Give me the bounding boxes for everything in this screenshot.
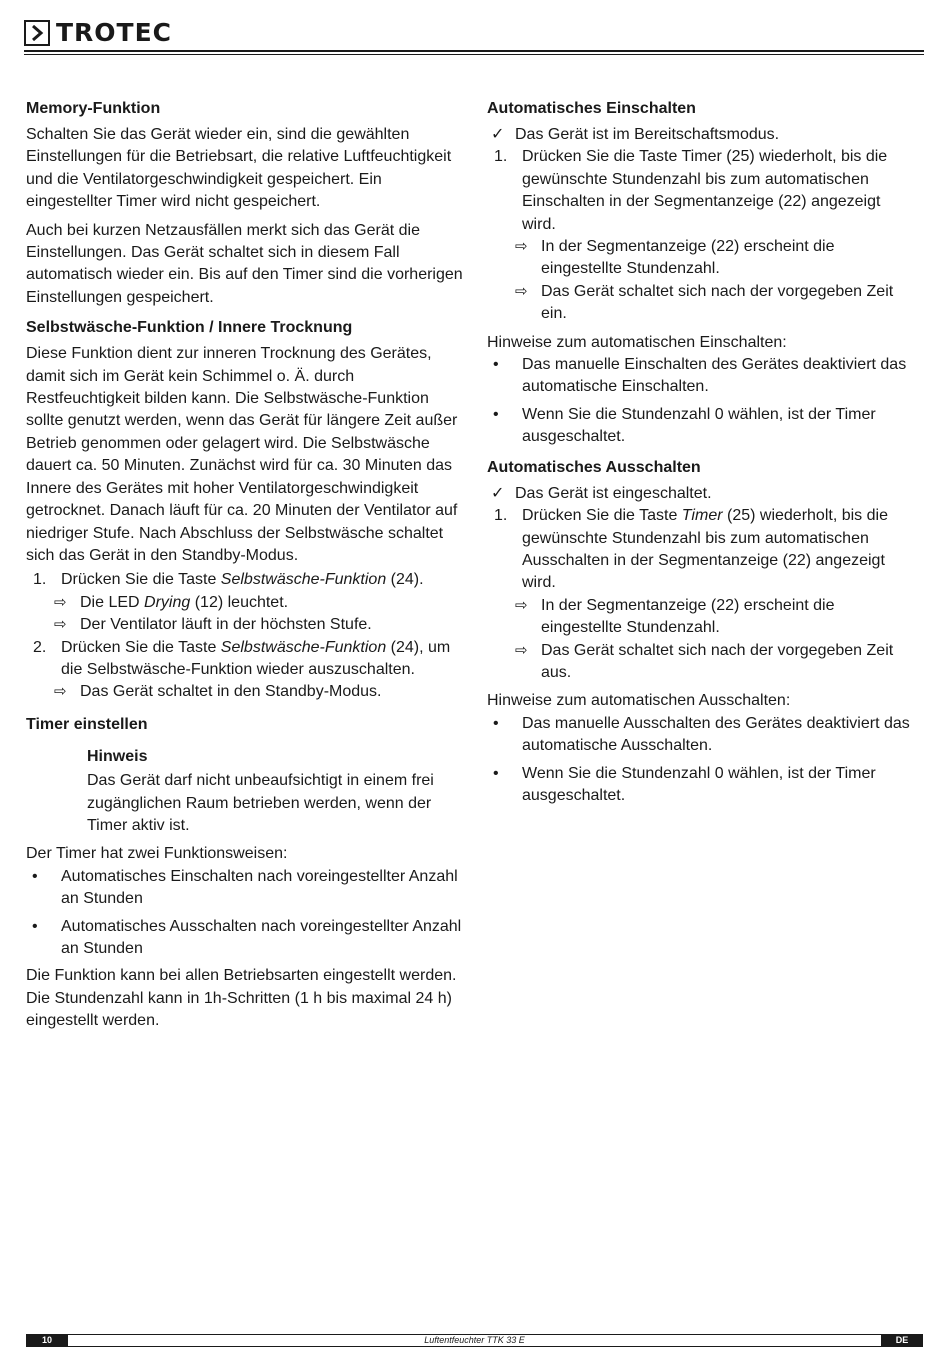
step-number: 1. (494, 148, 508, 166)
step-text-end: (24). (386, 571, 424, 589)
bullet-icon: • (32, 917, 38, 935)
note-title: Hinweis (87, 747, 148, 765)
result-text: Das Gerät schaltet sich nach der vorgegeben Zeit ein. (541, 282, 894, 323)
self-wash-step-2 (26, 637, 466, 682)
chevron-right-icon (24, 20, 50, 46)
step-text-end: (24), um die Selbstwäsche-Funktion wieder auszuschalten. (61, 638, 451, 678)
bullet-icon: • (493, 356, 499, 374)
brand-name: TROTEC (56, 18, 173, 47)
step-number: 1. (494, 507, 508, 525)
list-item-text: Automatisches Einschalten nach voreingestellter Anzahl an Stunden (61, 867, 458, 908)
result-text: In der Segmentanzeige (22) erscheint die eingestellte Stundenzahl. (541, 238, 835, 278)
auto-off-result-2 (515, 640, 917, 685)
right-column (487, 98, 917, 812)
step-text: Drücken Sie die Taste (522, 507, 682, 525)
arrow-right-icon: ⇨ (515, 596, 528, 614)
list-item (487, 713, 917, 758)
step-number: 2. (33, 638, 47, 656)
list-item (26, 916, 466, 961)
step-key-name: Selbstwäsche-Funktion (220, 638, 387, 656)
arrow-right-icon: ⇨ (54, 616, 67, 634)
list-item (487, 354, 917, 399)
auto-off-result-1 (515, 595, 917, 640)
arrow-right-icon: ⇨ (515, 641, 528, 659)
auto-on-result-1 (515, 236, 917, 281)
auto-on-step-1 (487, 146, 917, 236)
page-number: 10 (26, 1335, 68, 1346)
self-wash-heading: Selbstwäsche-Funktion / Innere Trocknung (26, 319, 353, 337)
list-item (487, 763, 917, 808)
auto-on-hints-intro: Hinweise zum automatischen Einschalten: (487, 333, 787, 351)
list-item (487, 404, 917, 449)
header-rule-thin (24, 54, 924, 55)
led-name: Drying (144, 593, 191, 611)
page-footer (26, 1334, 923, 1347)
auto-off-hints-intro: Hinweise zum automatischen Ausschalten: (487, 692, 791, 710)
step-number: 1. (33, 571, 47, 589)
auto-off-step-1 (487, 505, 917, 595)
bullet-icon: • (493, 405, 499, 423)
self-wash-step-1 (26, 569, 466, 591)
memory-paragraph-2: Auch bei kurzen Netzausfällen merkt sich das Gerät die Einstellungen. Das Gerät schaltet sich in diesem Fall automatisch wieder ein. Bis auf den Timer sind die vorherigen Einstellungen gespeichert. (26, 221, 463, 306)
step-key-name: Timer (681, 507, 723, 525)
result-text: In der Segmentanzeige (22) erscheint die eingestellte Stundenzahl. (541, 596, 835, 637)
result-text: Der Ventilator läuft in der höchsten Stufe. (80, 616, 372, 634)
list-item-text: Automatisches Ausschalten nach voreingestellter Anzahl an Stunden (61, 917, 462, 957)
step-text: Drücken Sie die Taste (61, 571, 221, 589)
list-item-text: Wenn Sie die Stundenzahl 0 wählen, ist der Timer ausgeschaltet. (522, 764, 876, 804)
note-text: Das Gerät darf nicht unbeaufsichtigt in einem frei zugänglichen Raum betrieben werden, wenn der Timer aktiv ist. (87, 772, 434, 834)
self-wash-paragraph: Diese Funktion dient zur inneren Trocknung des Gerätes, damit sich im Gerät kein Schimmel o. Ä. durch Restfeuchtigkeit bilden kann. Die Selbstwäsche-Funktion sollte genutzt werden, wenn das Gerät für längere Zeit außer Betrieb genommen oder gelagert wird. Die Selbstwäsche dauert ca. 50 Minuten. Zunächst wird für ca. 30 Minuten das Innere des Gerätes mit hoher Ventilatorgeschwindigkeit getrocknet. Danach läuft für ca. 20 Minuten der Ventilator auf niedriger Stufe. Nach Abschluss der Selbstwäsche schaltet sich das Gerät in den Standby-Modus. (26, 345, 458, 564)
timer-heading: Timer einstellen (26, 715, 148, 733)
checkmark-icon: ✓ (491, 126, 505, 143)
result-text-end: (12) leuchtet. (190, 593, 289, 611)
brand-logo (24, 20, 172, 46)
header-rule (24, 50, 924, 52)
step-text-end: (25) wiederholt, bis die gewünschte Stundenzahl bis zum automatischen Ausschalten in der Segmentanzeige (22) angezeigt wird. (522, 507, 888, 592)
list-item-text: Das manuelle Ausschalten des Gerätes deaktiviert das automatische Ausschalten. (522, 714, 910, 755)
arrow-right-icon: ⇨ (54, 683, 67, 701)
auto-on-heading: Automatisches Einschalten (487, 100, 696, 117)
timer-outro: Die Funktion kann bei allen Betriebsarten eingestellt werden. Die Stundenzahl kann in 1h-Schritten (1 h bis maximal 24 h) eingestellt werden. (26, 967, 457, 1030)
list-item (26, 866, 466, 911)
bullet-icon: • (493, 764, 499, 782)
result-text: Das Gerät schaltet in den Standby-Modus. (80, 683, 382, 701)
left-column (26, 98, 466, 1039)
precondition-text: Das Gerät ist im Bereitschaftsmodus. (515, 126, 780, 143)
auto-off-heading: Automatisches Ausschalten (487, 458, 701, 476)
arrow-right-icon: ⇨ (515, 238, 528, 256)
bullet-icon: • (493, 714, 499, 732)
page-header (24, 18, 924, 58)
document-title: Luftentfeuchter TTK 33 E (424, 1335, 525, 1345)
result-text: Das Gerät schaltet sich nach der vorgegeben Zeit aus. (541, 641, 894, 681)
arrow-right-icon: ⇨ (54, 593, 67, 611)
list-item-text: Wenn Sie die Stundenzahl 0 wählen, ist der Timer ausgeschaltet. (522, 405, 876, 446)
list-item-text: Das manuelle Einschalten des Gerätes deaktiviert das automatische Einschalten. (522, 356, 907, 396)
memory-heading: Memory-Funktion (26, 100, 161, 117)
auto-on-precondition (487, 124, 917, 146)
step-text: Drücken Sie die Taste Timer (25) wiederholt, bis die gewünschte Stundenzahl bis zum automatischen Einschalten in der Segmentanzeige (22) angezeigt wird. (522, 148, 888, 233)
checkmark-icon: ✓ (491, 484, 505, 502)
precondition-text: Das Gerät ist eingeschaltet. (515, 484, 712, 502)
step-text: Drücken Sie die Taste (61, 638, 221, 656)
note-box (87, 746, 466, 838)
auto-on-result-2 (515, 281, 917, 326)
arrow-right-icon: ⇨ (515, 282, 528, 300)
auto-off-precondition (487, 483, 917, 505)
result-text: Die LED (80, 593, 145, 611)
language-code: DE (881, 1335, 923, 1346)
step-1-result-1 (54, 592, 466, 614)
step-1-result-2 (54, 614, 466, 636)
timer-intro: Der Timer hat zwei Funktionsweisen: (26, 845, 288, 863)
step-key-name: Selbstwäsche-Funktion (220, 571, 387, 589)
memory-paragraph-1: Schalten Sie das Gerät wieder ein, sind die gewählten Einstellungen für die Betriebsart, die relative Luftfeuchtigkeit und die Ventilatorgeschwindigkeit gespeichert. Ein eingestellter Timer wird nicht gespeichert. (26, 126, 452, 211)
step-2-result-1 (54, 681, 466, 703)
bullet-icon: • (32, 867, 38, 885)
